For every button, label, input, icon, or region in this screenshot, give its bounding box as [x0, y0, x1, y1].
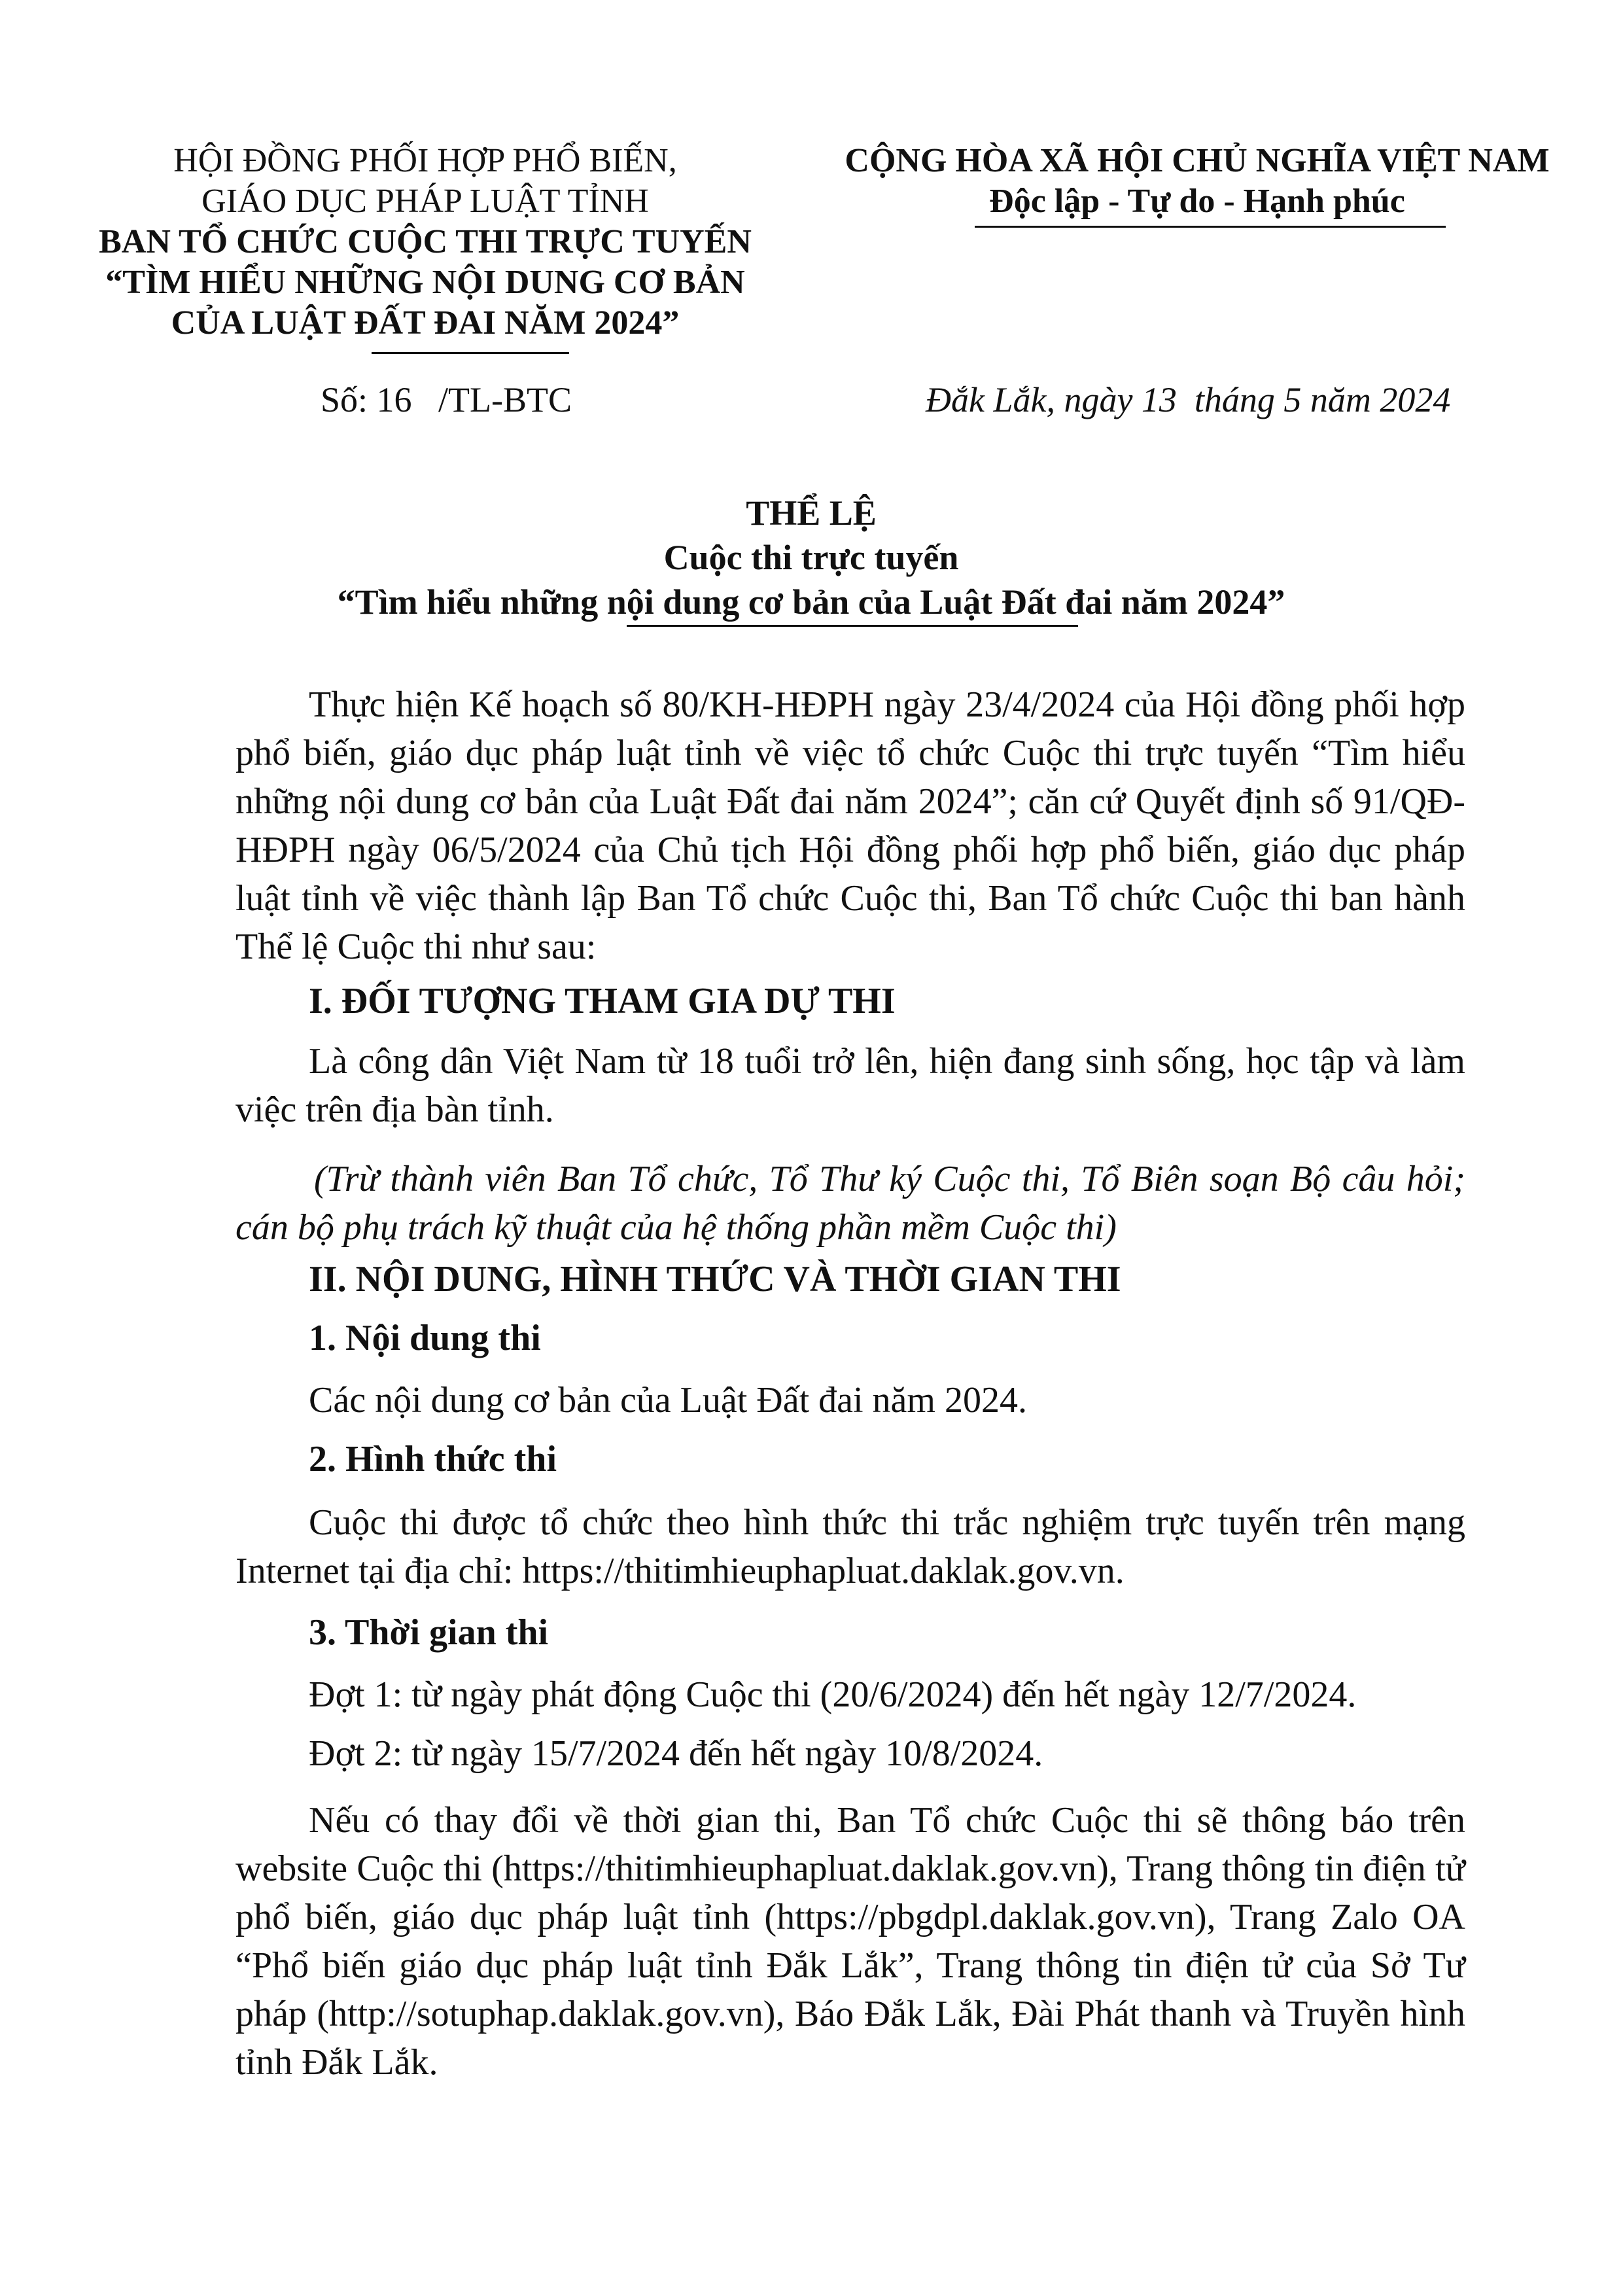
title-underline: [627, 625, 1078, 627]
motto-underline: [975, 226, 1446, 228]
document-number: Số: 16 /TL-BTC: [321, 380, 572, 419]
issuing-agency-block: [98, 141, 752, 344]
intro-paragraph: Thực hiện Kế hoạch số 80/KH-HĐPH ngày 23/4/2024 của Hội đồng phối hợp phổ biến, giáo dục pháp luật tỉnh về việc tổ chức Cuộc thi trực tuyến “Tìm hiểu những nội dung cơ bản của Luật Đất đai năm 2024”; căn cứ Quyết định số 91/QĐ-HĐPH ngày 06/5/2024 của Chủ tịch Hội đồng phối hợp phổ biến, giáo dục pháp luật tỉnh về việc thành lập Ban Tổ chức Cuộc thi, Ban Tổ chức Cuộc thi ban hành Thể lệ Cuộc thi như sau:: [236, 684, 1465, 967]
subsection-3-heading: 3. Thời gian thi: [309, 1612, 549, 1653]
schedule-change-notice: Nếu có thay đổi về thời gian thi, Ban Tổ chức Cuộc thi sẽ thông báo trên website Cuộc thi (https://thitimhieuphapluat.daklak.gov.vn), Trang thông tin điện tử phổ biến, giáo dục pháp luật tỉnh (https://pbgdpl.daklak.gov.vn), Trang Zalo OA “Phổ biến giáo dục pháp luật tỉnh Đắk Lắk”, Trang thông tin điện tử của Sở Tư pháp (http://sotuphap.daklak.gov.vn), Báo Đắk Lắk, Đài Phát thanh và Truyền hình tỉnh Đắk Lắk.: [236, 1800, 1465, 2083]
contest-name: “Tìm hiểu những nội dung cơ bản của Luật Đất đai năm 2024”: [337, 582, 1285, 622]
section-1-text: Là công dân Việt Nam từ 18 tuổi trở lên, hiện đang sinh sống, học tập và làm việc trên địa bàn tỉnh.: [236, 1041, 1465, 1130]
national-name: CỘNG HÒA XÃ HỘI CHỦ NGHĨA VIỆT NAM: [845, 142, 1550, 179]
document-title: THỂ LỆ: [746, 493, 877, 533]
round-1-schedule: Đợt 1: từ ngày phát động Cuộc thi (20/6/2024) đến hết ngày 12/7/2024.: [309, 1674, 1357, 1715]
document-subtitle: Cuộc thi trực tuyến: [663, 538, 959, 577]
agency-underline: [372, 352, 569, 354]
section-1-heading: I. ĐỐI TƯỢNG THAM GIA DỰ THI: [309, 981, 896, 1021]
subsection-1-heading: 1. Nội dung thi: [309, 1318, 541, 1358]
agency-line-3: BAN TỔ CHỨC CUỘC THI TRỰC TUYẾN: [99, 223, 752, 260]
agency-line-1: HỘI ĐỒNG PHỐI HỢP PHỔ BIẾN,: [173, 142, 677, 179]
subsection-2-text: Cuộc thi được tổ chức theo hình thức thi trắc nghiệm trực tuyến trên mạng Internet tại địa chỉ: https://thitimhieuphapluat.daklak.gov.vn.: [236, 1502, 1465, 1591]
subsection-1-text: Các nội dung cơ bản của Luật Đất đai năm 2024.: [309, 1380, 1027, 1421]
agency-line-5: CỦA LUẬT ĐẤT ĐAI NĂM 2024”: [171, 304, 680, 342]
national-motto-block: [814, 141, 1580, 222]
national-motto: Độc lập - Tự do - Hạnh phúc: [989, 183, 1405, 220]
document-title-block: [196, 491, 1426, 624]
subsection-2-heading: 2. Hình thức thi: [309, 1439, 557, 1479]
section-1-note: (Trừ thành viên Ban Tổ chức, Tổ Thư ký Cuộc thi, Tổ Biên soạn Bộ câu hỏi; cán bộ phụ trách kỹ thuật của hệ thống phần mềm Cuộc thi): [236, 1159, 1465, 1248]
agency-line-4: “TÌM HIỂU NHỮNG NỘI DUNG CƠ BẢN: [105, 264, 745, 301]
document-date: Đắk Lắk, ngày 13 tháng 5 năm 2024: [926, 380, 1451, 419]
section-2-heading: II. NỘI DUNG, HÌNH THỨC VÀ THỜI GIAN THI: [309, 1259, 1121, 1299]
round-2-schedule: Đợt 2: từ ngày 15/7/2024 đến hết ngày 10/8/2024.: [309, 1733, 1043, 1774]
agency-line-2: GIÁO DỤC PHÁP LUẬT TỈNH: [201, 183, 649, 220]
